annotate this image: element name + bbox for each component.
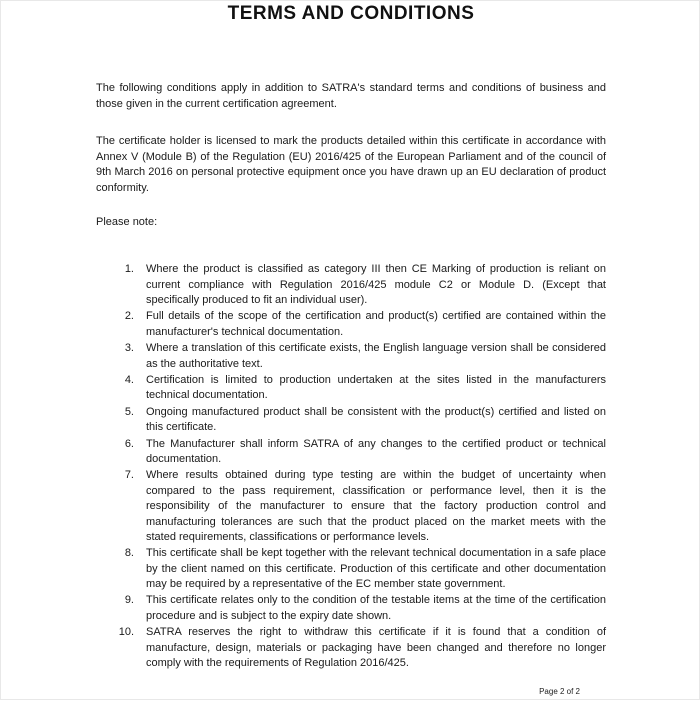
intro-paragraph: The following conditions apply in addition to SATRA's standard terms and conditions of business and those given in the current certification agreement. <box>96 82 606 110</box>
condition-number: 9. <box>124 594 134 607</box>
condition-item-1 <box>110 262 606 308</box>
condition-text: The Manufacturer shall inform SATRA of any changes to the certified product or technical documentation. <box>146 437 606 465</box>
condition-number: 4. <box>124 374 134 386</box>
conditions-list <box>96 262 606 671</box>
condition-item-10 <box>110 625 606 671</box>
condition-item-6 <box>110 437 606 468</box>
document-page <box>1 1 700 701</box>
condition-text: Ongoing manufactured product shall be consistent with the product(s) certified and listed on this certificate. <box>146 405 606 434</box>
condition-item-7 <box>110 468 606 545</box>
condition-text: This certificate shall be kept together with the relevant technical documentation in a safe place by the client named on this certificate. Production of this certificate and other documentation may be required by a representative of the EC member state government. <box>146 547 606 591</box>
page-title: TERMS AND CONDITIONS <box>227 3 475 24</box>
condition-number: 2. <box>124 310 134 323</box>
condition-number: 10. <box>118 626 134 639</box>
condition-item-2 <box>110 309 606 340</box>
condition-item-3 <box>110 341 606 372</box>
condition-item-8 <box>110 546 606 592</box>
condition-number: 6. <box>124 437 134 450</box>
condition-text: SATRA reserves the right to withdraw this certificate if it is found that a condition of manufacture, design, materials or packaging have been changed and therefore no longer comply with the requirements of Regulation 2016/425. <box>146 626 606 670</box>
condition-text: Where the product is classified as category III then CE Marking of production is reliant on current compliance with Regulation 2016/425 module C2 or Module D. (Except that specifically produced to fit an individual user). <box>146 263 606 307</box>
please-note-label: Please note: <box>96 215 158 228</box>
condition-item-9 <box>110 593 606 624</box>
condition-number: 5. <box>124 405 134 418</box>
document-body <box>96 81 606 672</box>
condition-number: 7. <box>124 469 134 482</box>
condition-number: 8. <box>124 547 134 560</box>
condition-text: Where results obtained during type testing are within the budget of uncertainty when compared to the pass requirement, classification or performance level, then it is the responsibility of the manufacturer to ensure that the factory production control and manufacturing tolerances are such that the product placed on the market meets with the stated requirements, classifications or performance levels. <box>146 469 606 543</box>
condition-item-4 <box>110 373 606 404</box>
condition-text: Where a translation of this certificate exists, the English language version shall be considered as the authoritative text. <box>146 342 606 370</box>
condition-item-5 <box>110 405 606 436</box>
license-paragraph: The certificate holder is licensed to mark the products detailed within this certificate in accordance with Annex V (Module B) of the Regulation (EU) 2016/425 of the European Parliament and of the council of 9th March 2016 on personal protective equipment once you have drawn up an EU declaration of product conformity. <box>96 135 606 195</box>
condition-text: This certificate relates only to the condition of the testable items at the time of the certification procedure and is subject to the expiry date shown. <box>146 594 606 622</box>
condition-text: Certification is limited to production undertaken at the sites listed in the manufacturers technical documentation. <box>146 374 606 402</box>
condition-text: Full details of the scope of the certification and product(s) certified are contained within the manufacturer's technical documentation. <box>146 310 606 338</box>
page-number: Page 2 of 2 <box>539 687 580 696</box>
condition-number: 1. <box>124 263 134 276</box>
condition-number: 3. <box>124 342 134 355</box>
